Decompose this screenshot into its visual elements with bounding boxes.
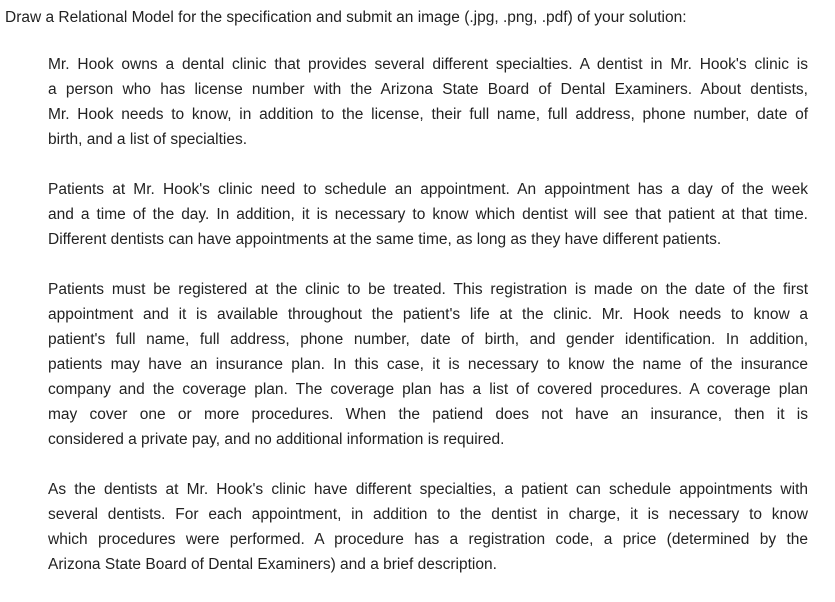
text-line: and a time of the day. In addition, it is necessary to know which dentist will see that patient at that time. — [48, 206, 808, 223]
text-line: a person who has license number with the Arizona State Board of Dental Examiners. About dentists, — [48, 81, 808, 98]
specification-paragraph — [48, 477, 808, 577]
text-line: several dentists. For each appointment, in addition to the dentist in charge, it is necessary to know — [48, 506, 808, 523]
text-line: As the dentists at Mr. Hook's clinic have different specialties, a patient can schedule appointments with — [48, 481, 808, 498]
text-line: company and the coverage plan. The coverage plan has a list of covered procedures. A coverage plan — [48, 381, 808, 398]
text-line: which procedures were performed. A procedure has a registration code, a price (determined by the — [48, 531, 808, 548]
specification-paragraph — [48, 177, 808, 252]
text-line: patients may have an insurance plan. In this case, it is necessary to know the name of the insurance — [48, 356, 808, 373]
text-line: may cover one or more procedures. When the patiend does not have an insurance, then it is — [48, 406, 808, 423]
assignment-prompt: Draw a Relational Model for the specification and submit an image (.jpg, .png, .pdf) of your solution: — [5, 9, 687, 26]
text-line: considered a private pay, and no additional information is required. — [48, 431, 505, 448]
specification-text — [48, 52, 808, 602]
text-line: Patients at Mr. Hook's clinic need to schedule an appointment. An appointment has a day of the week — [48, 181, 808, 198]
specification-paragraph — [48, 52, 808, 152]
specification-paragraph — [48, 277, 808, 452]
text-line: birth, and a list of specialties. — [48, 131, 248, 148]
text-line: appointment and it is available throughout the patient's life at the clinic. Mr. Hook needs to know a — [48, 306, 808, 323]
text-line: Arizona State Board of Dental Examiners) and a brief description. — [48, 556, 497, 573]
text-line: patient's full name, full address, phone number, date of birth, and gender identification. In addition, — [48, 331, 808, 348]
text-line: Mr. Hook needs to know, in addition to the license, their full name, full address, phone number, date of — [48, 106, 808, 123]
text-line: Different dentists can have appointments at the same time, as long as they have different patients. — [48, 231, 722, 248]
text-line: Mr. Hook owns a dental clinic that provides several different specialties. A dentist in Mr. Hook's clinic is — [48, 56, 808, 73]
text-line: Patients must be registered at the clinic to be treated. This registration is made on the date of the first — [48, 281, 808, 298]
